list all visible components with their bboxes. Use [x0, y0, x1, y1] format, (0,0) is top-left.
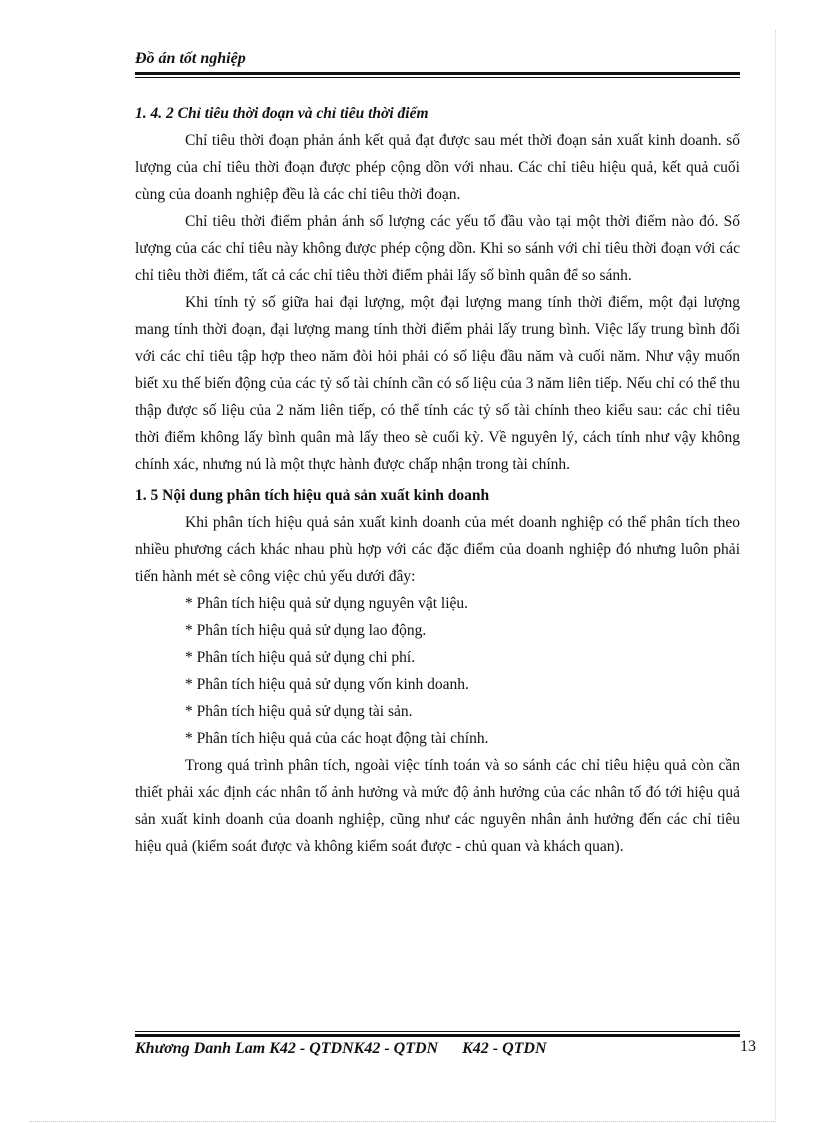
page-border-dotted [30, 1121, 776, 1122]
list-item: * Phân tích hiệu quả sử dụng tài sản. [185, 703, 413, 720]
list-item: * Phân tích hiệu quả sử dụng nguyên vật liệu. [185, 595, 469, 612]
page-border-dotted-vertical [775, 30, 776, 1120]
page-footer [135, 1038, 756, 1058]
paragraph: Chỉ tiêu thời đoạn phản ánh kết quả đạt được sau mét thời đoạn sản xuất kinh doanh. số lượng của chỉ tiêu thời đoạn được phép cộng dồn với nhau. Các chỉ tiêu hiệu quả, kết quả cuối cùng của doanh nghiệp đều là các chỉ tiêu thời đoạn. [135, 132, 740, 203]
section-heading-1-4-2: 1. 4. 2 Chỉ tiêu thời đoạn và chỉ tiêu thời điểm [135, 105, 429, 122]
header-rule-thick [135, 72, 740, 75]
section-heading-1-5: 1. 5 Nội dung phân tích hiệu quả sản xuất kinh doanh [135, 487, 490, 504]
header-rule-thin [135, 77, 740, 78]
list-item: * Phân tích hiệu quả sử dụng chi phí. [185, 649, 416, 666]
paragraph: Khi tính tỷ số giữa hai đại lượng, một đại lượng mang tính thời điểm, một đại lượng mang tính thời đoạn, đại lượng mang tính thời điểm phải lấy trung bình. Việc lấy trung bình đối với các chỉ tiêu tập hợp theo năm đòi hỏi phải có số liệu đầu năm và cuối năm. Như vậy muốn biết xu thế biến động của các tỷ số tài chính cần có số liệu của 3 năm liên tiếp. Nếu chỉ có thể thu thập được số liệu của 2 năm liên tiếp, có thể tính các tỷ số tài chính theo kiểu sau: các chỉ tiêu thời điểm không lấy bình quân mà lấy theo sè cuối kỳ. Về nguyên lý, cách tính như vậy không chính xác, nhưng nú là một thực hành được chấp nhận trong tài chính. [135, 294, 740, 473]
document-body [135, 100, 740, 860]
page-header-title: Đồ án tốt nghiệp [135, 50, 246, 67]
list-item: * Phân tích hiệu quả của các hoạt động tài chính. [185, 730, 489, 747]
footer-author: Khương Danh Lam K42 - QTDNK42 - QTDN K42 - QTDN [135, 1040, 547, 1057]
footer-rule-thick [135, 1034, 740, 1037]
footer-rule-thin [135, 1031, 740, 1032]
list-item: * Phân tích hiệu quả sử dụng lao động. [185, 622, 427, 639]
page-number: 13 [740, 1038, 756, 1055]
paragraph: Trong quá trình phân tích, ngoài việc tính toán và so sánh các chỉ tiêu hiệu quả còn cần thiết phải xác định các nhân tố ảnh hưởng và mức độ ảnh hưởng của các nhân tố đó tới hiệu quả sản xuất kinh doanh của doanh nghiệp, cũng như các nguyên nhân ảnh hưởng đến các chỉ tiêu hiệu quả (kiểm soát được và không kiểm soát được - chủ quan và khách quan). [135, 757, 740, 855]
paragraph: Chỉ tiêu thời điểm phản ánh số lượng các yếu tố đầu vào tại một thời điểm nào đó. Số lượng của các chỉ tiêu này không được phép cộng dồn. Khi so sánh với chỉ tiêu thời đoạn với các chỉ tiêu thời điểm, tất cả các chỉ tiêu thời điểm phải lấy số bình quân để so sánh. [135, 213, 740, 284]
list-item: * Phân tích hiệu quả sử dụng vốn kinh doanh. [185, 676, 469, 693]
paragraph: Khi phân tích hiệu quả sản xuất kinh doanh của mét doanh nghiệp có thể phân tích theo nhiều phương cách khác nhau phù hợp với các đặc điểm của doanh nghiệp đó nhưng luôn phải tiến hành mét sè công việc chủ yếu dưới đây: [135, 514, 740, 585]
